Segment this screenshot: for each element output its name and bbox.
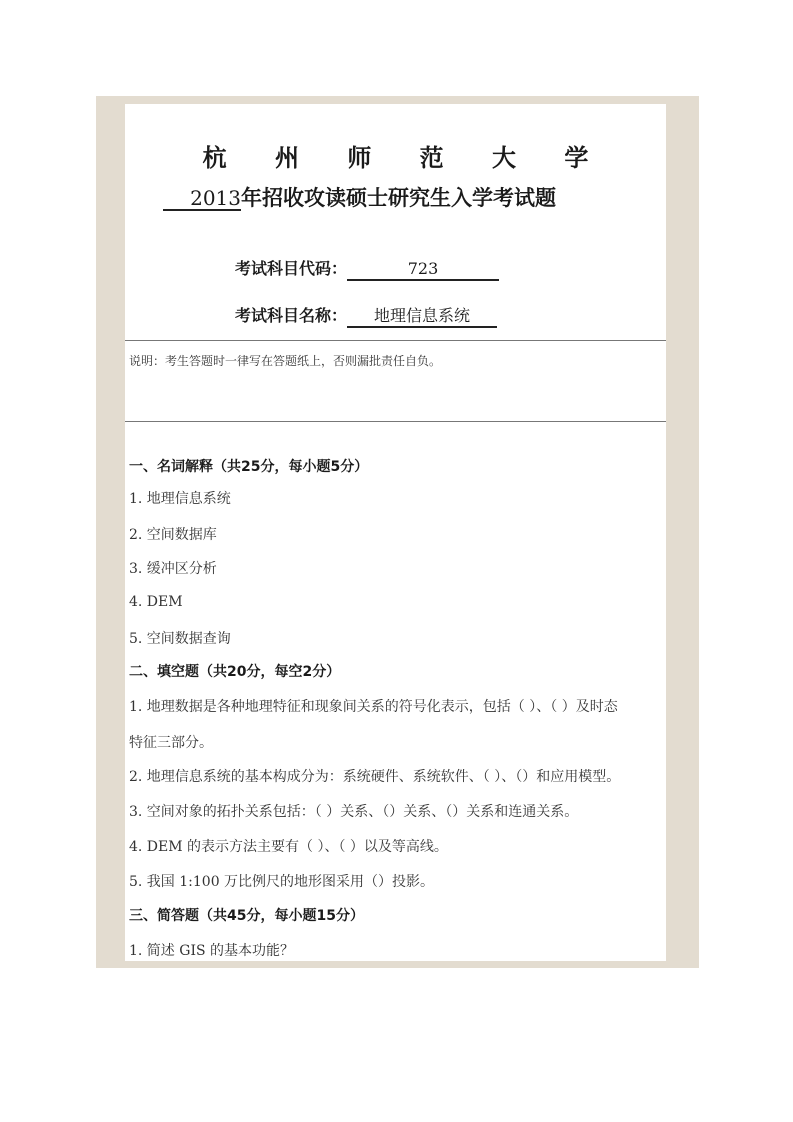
section-1-item: 3. 缓冲区分析 [129,561,217,577]
section-1-item: 4. DEM [129,594,183,610]
exam-note: 说明：考生答题时一律写在答题纸上，否则漏批责任自负。 [129,354,442,368]
school-name: 杭 州 师 范 大 学 [202,144,609,172]
section-2-item: 2. 地理信息系统的基本构成分为：系统硬件、系统软件、（ ）、（）和应用模型。 [129,769,621,785]
section-2-item: 4. DEM 的表示方法主要有（ ）、（ ）以及等高线。 [129,839,448,855]
section-2-item: 1. 地理数据是各种地理特征和现象间关系的符号化表示，包括（ ）、（ ）及时态 [129,699,618,715]
subject-code-value: 723 [347,259,499,281]
section-2-item: 特征三部分。 [129,735,213,751]
exam-paper [125,104,666,961]
subject-name-value: 地理信息系统 [347,306,497,328]
section-1-item: 1. 地理信息系统 [129,491,231,507]
section-1-item: 2. 空间数据库 [129,527,217,543]
section-2-item: 5. 我国 1:100 万比例尺的地形图采用（）投影。 [129,874,435,890]
section-2-item: 3. 空间对象的拓扑关系包括：（ ）关系、（）关系、（）关系和连通关系。 [129,804,579,820]
divider-top [125,340,666,341]
subject-name-label: 考试科目名称： [235,306,348,325]
subject-code-label: 考试科目代码： [235,259,348,278]
section-2-title: 二、填空题（共20分，每空2分） [129,664,341,680]
divider-bottom [125,421,666,422]
subject-name-row [235,303,497,328]
exam-year: 2013 [163,187,241,211]
subject-code-row [235,256,499,281]
section-3-title: 三、简答题（共45分，每小题15分） [129,908,364,924]
exam-title-text: 年招收攻读硕士研究生入学考试题 [241,186,556,210]
section-1-title: 一、名词解释（共25分，每小题5分） [129,459,369,475]
section-3-item: 1. 简述 GIS 的基本功能？ [129,943,295,959]
exam-title [163,182,556,212]
section-1-item: 5. 空间数据查询 [129,631,231,647]
